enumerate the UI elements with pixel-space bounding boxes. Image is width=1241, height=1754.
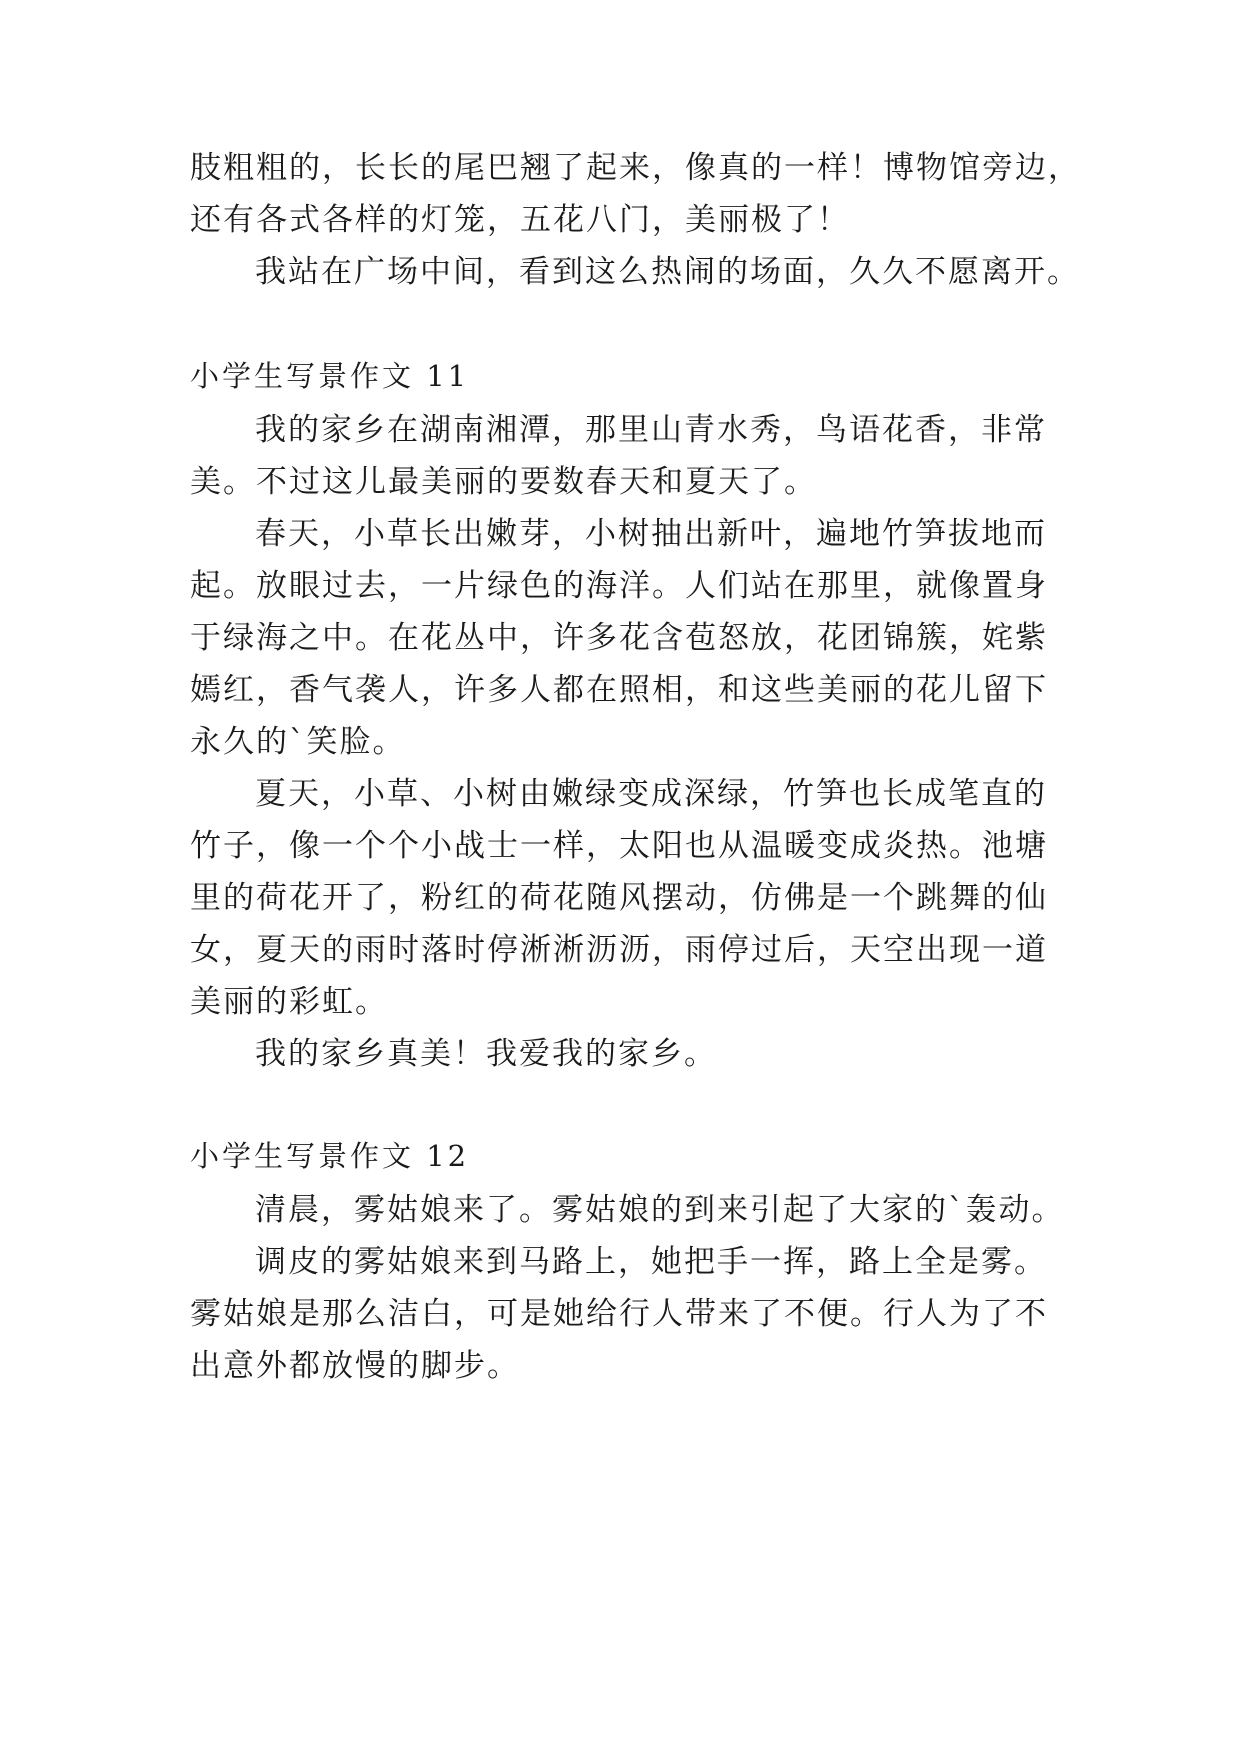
paragraph-line: 女，夏天的雨时落时停淅淅沥沥，雨停过后，天空出现一道 — [190, 932, 1048, 968]
paragraph-line: 我的家乡真美！我爱我的家乡。 — [255, 1036, 717, 1072]
paragraph-line: 出意外都放慢的脚步。 — [190, 1348, 520, 1384]
essay-title: 小学生写景作文 12 — [190, 1139, 470, 1173]
paragraph-line: 调皮的雾姑娘来到马路上，她把手一挥，路上全是雾。 — [255, 1244, 1047, 1280]
paragraph-line: 夏天，小草、小树由嫩绿变成深绿，竹笋也长成笔直的 — [255, 776, 1047, 812]
paragraph-line: 还有各式各样的灯笼，五花八门，美丽极了！ — [190, 202, 850, 238]
paragraph-line: 美。不过这儿最美丽的要数春天和夏天了。 — [190, 464, 817, 500]
paragraph-line: 清晨，雾姑娘来了。雾姑娘的到来引起了大家的`轰动。 — [255, 1192, 1065, 1228]
paragraph-line: 我的家乡在湖南湘潭，那里山青水秀，鸟语花香，非常 — [255, 412, 1047, 448]
paragraph-line: 于绿海之中。在花丛中，许多花含苞怒放，花团锦簇，姹紫 — [190, 620, 1048, 656]
paragraph-line: 雾姑娘是那么洁白，可是她给行人带来了不便。行人为了不 — [190, 1296, 1048, 1332]
paragraph-line: 春天，小草长出嫩芽，小树抽出新叶，遍地竹笋拔地而 — [255, 516, 1047, 552]
paragraph-line: 肢粗粗的，长长的尾巴翘了起来，像真的一样！博物馆旁边， — [190, 150, 1081, 186]
paragraph-line: 美丽的彩虹。 — [190, 984, 388, 1020]
paragraph-line: 起。放眼过去，一片绿色的海洋。人们站在那里，就像置身 — [190, 568, 1048, 604]
paragraph-line: 里的荷花开了，粉红的荷花随风摆动，仿佛是一个跳舞的仙 — [190, 880, 1048, 916]
paragraph-line: 永久的`笑脸。 — [190, 724, 406, 760]
paragraph-line: 竹子，像一个个小战士一样，太阳也从温暖变成炎热。池塘 — [190, 828, 1048, 864]
paragraph-line: 嫣红，香气袭人，许多人都在照相，和这些美丽的花儿留下 — [190, 672, 1048, 708]
essay-title: 小学生写景作文 11 — [190, 359, 470, 393]
paragraph-line: 我站在广场中间，看到这么热闹的场面，久久不愿离开。 — [255, 254, 1080, 290]
